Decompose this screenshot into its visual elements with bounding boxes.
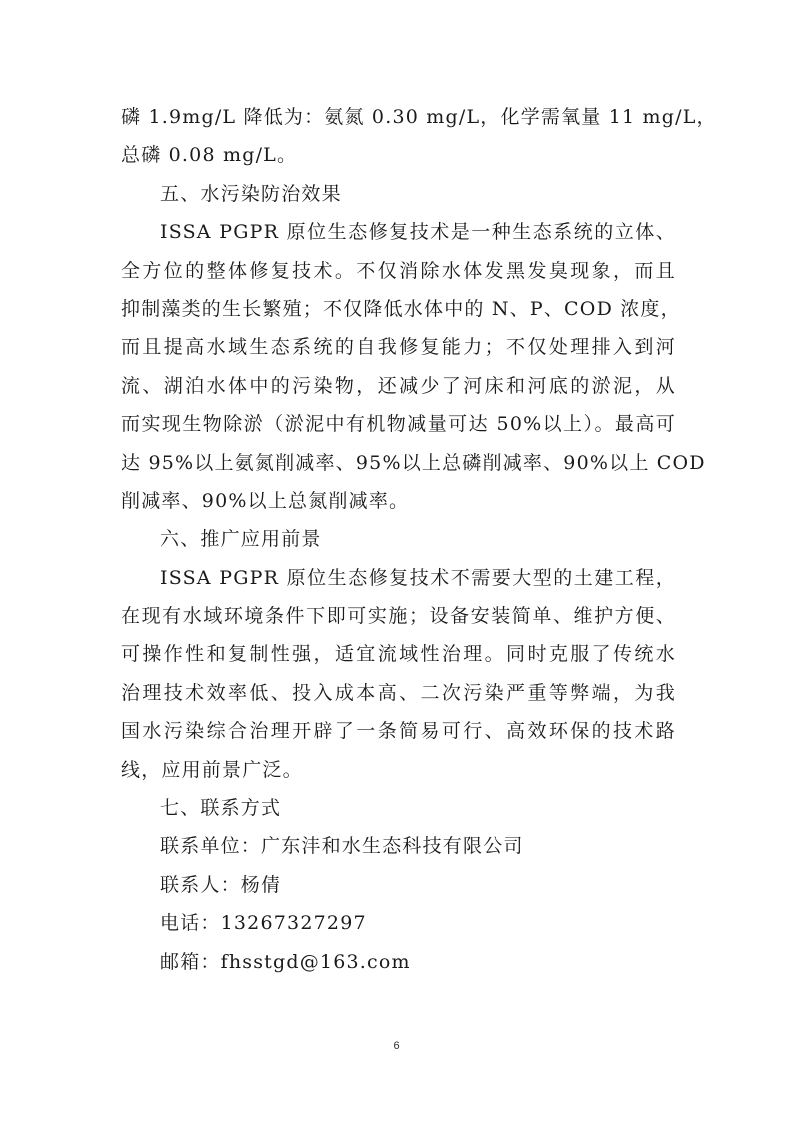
document-body [121,98,717,981]
page-number: 6 [393,1040,400,1052]
paragraph-line: 磷 1.9mg/L 降低为：氨氮 0.30 mg/L，化学需氧量 11 mg/L， [121,106,717,128]
contact-unit: 联系单位：广东沣和水生态科技有限公司 [160,835,524,858]
paragraph-line: ISSA PGPR 原位生态修复技术是一种生态系统的立体、 [160,221,676,244]
paragraph-line: ISSA PGPR 原位生态修复技术不需要大型的土建工程， [160,566,676,589]
paragraph-line: 而且提高水域生态系统的自我修复能力；不仅处理排入到河 [121,336,676,359]
paragraph-line: 而实现生物除淤（淤泥中有机物减量可达 50%以上）。最高可 [121,413,676,436]
paragraph-line: 线，应用前景广泛。 [121,758,303,781]
paragraph-line: 总磷 0.08 mg/L。 [121,144,298,167]
section-heading-6: 六、推广应用前景 [160,528,322,551]
paragraph-line: 流、湖泊水体中的污染物，还减少了河床和河底的淤泥，从 [121,374,676,397]
contact-person: 联系人：杨倩 [160,873,282,896]
section-heading-5: 五、水污染防治效果 [160,182,342,205]
contact-phone: 电话：13267327297 [160,912,367,935]
contact-email: 邮箱：fhsstgd@163.com [160,950,411,973]
paragraph-line: 可操作性和复制性强，适宜流域性治理。同时克服了传统水 [121,643,676,666]
paragraph-line: 国水污染综合治理开辟了一条简易可行、高效环保的技术路 [121,720,676,743]
paragraph-line: 抑制藻类的生长繁殖；不仅降低水体中的 N、P、COD 浓度， [121,297,681,320]
paragraph-line: 达 95%以上氨氮削减率、95%以上总磷削减率、90%以上 COD [121,451,706,474]
paragraph-line: 治理技术效率低、投入成本高、二次污染严重等弊端，为我 [121,681,676,704]
paragraph-line: 全方位的整体修复技术。不仅消除水体发黑发臭现象，而且 [121,259,676,282]
paragraph-line: 在现有水域环境条件下即可实施；设备安装简单、维护方便、 [121,605,676,628]
section-heading-7: 七、联系方式 [160,797,282,820]
paragraph-line: 削减率、90%以上总氮削减率。 [121,489,410,512]
